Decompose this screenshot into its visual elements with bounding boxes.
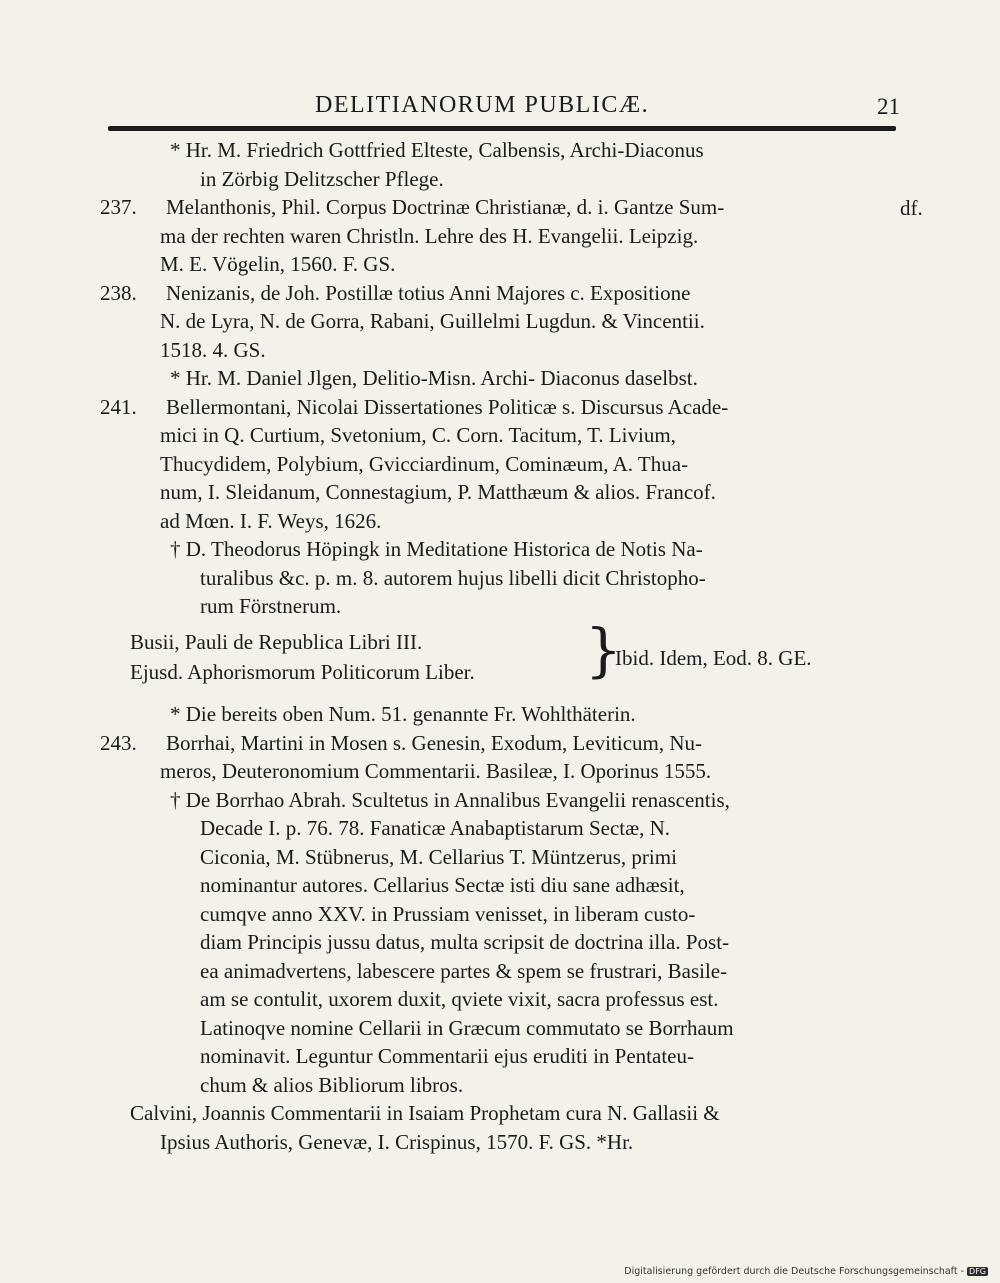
line-text: Melanthonis, Phil. Corpus Doctrinæ Christianæ, d. i. Gantze Sum- [166,195,725,219]
text-line [100,136,900,165]
stamp-text: Digitalisierung gefördert durch die Deutsche Forschungsgemeinschaft - [624,1266,965,1277]
brace-right-text: Ibid. Idem, Eod. 8. GE. [615,646,812,670]
line-text: Borrhai, Martini in Mosen s. Genesin, Exodum, Leviticum, Nu- [166,730,703,755]
text-line [100,307,900,336]
digitization-stamp [624,1266,988,1277]
line-text: Latinoqve nomine Cellarii in Græcum commutato se Borrhaum [200,1015,734,1040]
text-line [100,1071,900,1100]
text-line [100,279,900,308]
line-text: cumqve anno XXV. in Prussiam venisset, in liberam custo- [200,901,696,926]
text-line [100,250,900,279]
line-text: ma der rechten waren Christln. Lehre des H. Evangelii. Leipzig. [160,223,699,248]
entry-number: 237. [100,195,137,219]
line-text: † De Borrhao Abrah. Scultetus in Annalibus Evangelii renascentis, [170,787,730,812]
text-line [100,393,900,422]
text-line [100,957,900,986]
text-line [100,928,900,957]
line-text: mici in Q. Curtium, Svetonium, C. Corn. Tacitum, T. Livium, [160,423,676,447]
line-text: turalibus &c. p. m. 8. autorem hujus libelli dicit Christopho- [200,565,706,590]
text-line [100,1014,900,1043]
brace-line-2: Ejusd. Aphorismorum Politicorum Liber. [130,660,475,684]
text-line [100,564,900,593]
line-text: 1518. 4. GS. [160,337,266,362]
line-text: N. de Lyra, N. de Gorra, Rabani, Guillelmi Lugdun. & Vincentii. [160,309,705,333]
text-line [100,700,900,729]
text-line [100,165,900,194]
brace-line-1: Busii, Pauli de Republica Libri III. [130,630,423,654]
line-text: meros, Deuteronomium Commentarii. Basileæ, I. Oporinus 1555. [160,759,712,783]
text-line [100,757,900,786]
line-text: ad Mœn. I. F. Weys, 1626. [160,508,382,533]
running-title: DELITIANORUM PUBLICÆ. [315,92,650,118]
entry-number: 243. [100,730,137,755]
line-text: in Zörbig Delitzscher Pflege. [200,166,444,191]
line-text: † D. Theodorus Höpingk in Meditatione Historica de Notis Na- [170,537,703,561]
line-text: chum & alios Bibliorum libros. [200,1072,464,1097]
line-text: Ciconia, M. Stübnerus, M. Cellarius T. Müntzerus, primi [200,844,677,869]
line-text: Thucydidem, Polybium, Gvicciardinum, Cominæum, A. Thua- [160,451,689,476]
brace-glyph: } [585,616,622,684]
line-text: * Hr. M. Daniel Jlgen, Delitio-Misn. Archi- Diaconus daselbst. [170,366,698,390]
text-line [100,1128,900,1157]
text-line [100,478,900,507]
text-line [100,814,900,843]
text-line [100,421,900,450]
text-line [100,364,900,393]
line-text: * Hr. M. Friedrich Gottfried Elteste, Calbensis, Archi-Diaconus [170,138,704,162]
text-line [100,222,900,251]
text-line [100,843,900,872]
margin-note: df. [900,196,923,220]
dfg-logo: DFG [969,1267,986,1276]
text-line [100,786,900,815]
text-line [100,450,900,479]
text-line [100,1099,900,1128]
text-line [100,535,900,564]
text-line [100,900,900,929]
line-text: am se contulit, uxorem duxit, qviete vixit, sacra professus est. [200,987,719,1011]
line-text: Ipsius Authoris, Genevæ, I. Crispinus, 1570. F. GS. *Hr. [160,1129,634,1154]
header-rule [108,126,896,131]
line-text: num, I. Sleidanum, Connestagium, P. Matthæum & alios. Francof. [160,480,716,504]
text-line [100,1042,900,1071]
line-text: ea animadvertens, labescere partes & spem se frustrari, Basile- [200,958,728,983]
text-line [100,336,900,365]
line-text: Decade I. p. 76. 78. Fanaticæ Anabaptistarum Sectæ, N. [200,816,671,840]
text-line [100,985,900,1014]
body-text-top [100,136,900,621]
text-line [100,592,900,621]
line-text: diam Principis jussu datus, multa scripsit de doctrina illa. Post- [200,930,730,954]
line-text: nominantur autores. Cellarius Sectæ isti diu sane adhæsit, [200,873,685,897]
line-text: Calvini, Joannis Commentarii in Isaiam Prophetam cura N. Gallasii & [130,1101,720,1125]
line-text: M. E. Vögelin, 1560. F. GS. [160,252,396,276]
line-text: Nenizanis, de Joh. Postillæ totius Anni Majores c. Expositione [166,280,691,305]
text-line [100,871,900,900]
text-line [100,193,900,222]
entry-number: 238. [100,280,137,305]
body-text-bottom [100,700,900,1156]
text-line [100,507,900,536]
line-text: * Die bereits oben Num. 51. genannte Fr. Wohlthäterin. [170,702,636,726]
text-line [100,729,900,758]
page-number: 21 [877,94,900,119]
brace-group [130,616,890,688]
line-text: nominavit. Leguntur Commentarii ejus eruditi in Pentateu- [200,1044,694,1068]
line-text: rum Förstnerum. [200,594,342,618]
entry-number: 241. [100,394,137,419]
page-header [120,88,900,124]
line-text: Bellermontani, Nicolai Dissertationes Politicæ s. Discursus Acade- [166,394,729,419]
